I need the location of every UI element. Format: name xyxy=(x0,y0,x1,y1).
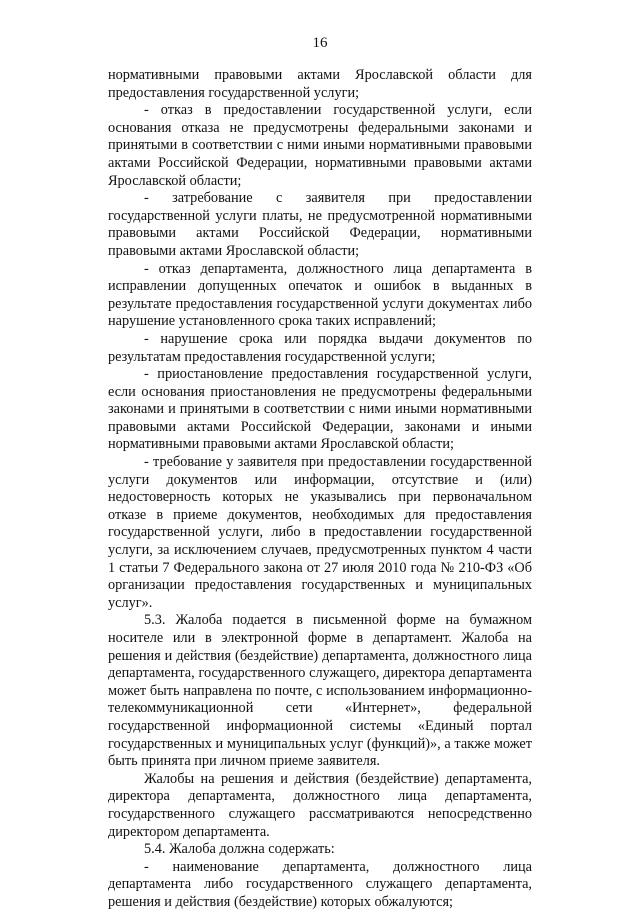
paragraph: Жалобы на решения и действия (бездействие) департамента, директора департамента, должностного лица департамента, государственного служащего рассматриваются непосредственно директором департамента. xyxy=(108,770,532,840)
paragraph-section-5-4: 5.4. Жалоба должна содержать: xyxy=(144,841,335,858)
paragraph-continuation: нормативными правовыми актами Ярославской области для предоставления государственной услуги; xyxy=(108,67,532,101)
paragraph-section-5-3: 5.3. Жалоба подается в письменной форме на бумажном носителе или в электронной форме в департамент. Жалоба на решения и действия (бездействие) департамента, должностного лица департамента, государственного служащего, директора департамента может быть направлена по почте, с использованием информационно-телекоммуникационной сети «Интернет», федеральной государственной информационной системы «Единый портал государственных и муниципальных услуг (функций)», а также может быть принята при личном приеме заявителя. xyxy=(108,612,532,770)
paragraph-list-item: - нарушение срока или порядка выдачи документов по результатам предоставления государственной услуги; xyxy=(108,330,532,365)
paragraph-list-item: - приостановление предоставления государственной услуги, если основания приостановления не предусмотрены федеральными законами и принятыми в соответствии с ними иными нормативными правовыми актами Российской Федерации, законами и иными нормативными правовыми актами Ярославской области; xyxy=(108,366,532,453)
paragraph-list-item: - требование у заявителя при предоставлении государственной услуги документов или информации, отсутствие и (или) недостоверность которых не указывались при первоначальном отказе в приеме документов, необходимых для предоставления государственной услуги, либо в предоставлении государственной услуги, за исключением случаев, предусмотренных пунктом 4 части 1 статьи 7 Федерального закона от 27 июля 2010 года № 210-ФЗ «Об организации предоставления государственных и муниципальных услуг». xyxy=(108,454,532,611)
document-body xyxy=(108,67,532,912)
paragraph-list-item: - затребование с заявителя при предоставлении государственной услуги платы, не предусмотренной нормативными правовыми актами Российской Федерации, нормативными правовыми актами Ярославской области; xyxy=(108,190,532,259)
paragraph-list-item: - наименование департамента, должностного лица департамента либо государственного служащего департамента, решения и действия (бездействие) которых обжалуются; xyxy=(108,858,532,910)
paragraph-list-item: - отказ департамента, должностного лица департамента в исправлении допущенных опечаток и ошибок в выданных в результате предоставления государственной услуги документах либо нарушение установленного срока таких исправлений; xyxy=(108,260,532,330)
page-number: 16 xyxy=(312,35,328,51)
paragraph-list-item: - отказ в предоставлении государственной услуги, если основания отказа не предусмотрены федеральными законами и принятыми в соответствии с ними иными нормативными правовыми актами Российской Федерации, нормативными правовыми актами Ярославской области; xyxy=(108,102,532,189)
